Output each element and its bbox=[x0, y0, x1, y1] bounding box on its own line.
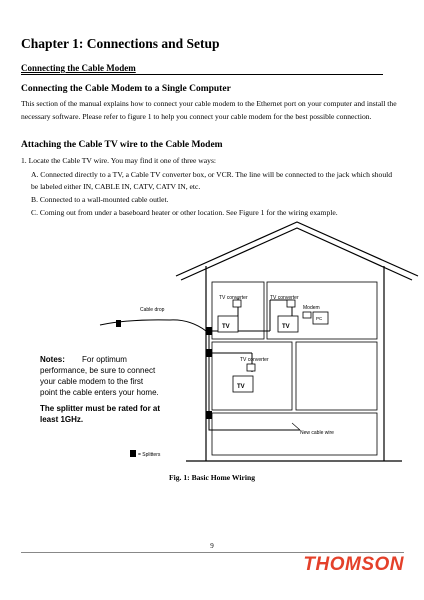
pc-label: PC bbox=[316, 316, 323, 321]
notes-line-3: your cable modem to the first bbox=[40, 377, 144, 386]
tv-label-3: TV bbox=[237, 384, 245, 390]
splitter-icon bbox=[206, 411, 212, 419]
figure-caption: Fig. 1: Basic Home Wiring bbox=[169, 473, 255, 482]
sub-step-a: A. Connected directly to a TV, a Cable TV converter box, or VCR. The line will be connected to the jack which should be labeled either IN, CABLE IN, CATV, CATV IN, etc. bbox=[31, 170, 393, 191]
subheading-attaching-wire: Attaching the Cable TV wire to the Cable Modem bbox=[21, 140, 223, 150]
footer-rule bbox=[21, 552, 404, 553]
notes-line-4: point the cable enters your home. bbox=[40, 388, 159, 397]
converter-3 bbox=[247, 364, 255, 371]
notes-heading: Notes: bbox=[40, 355, 65, 364]
tv-label-2: TV bbox=[282, 324, 290, 330]
thomson-logo: THOMSON bbox=[303, 554, 404, 575]
splitter-icon bbox=[116, 320, 121, 327]
converter-2 bbox=[287, 300, 295, 307]
rooms bbox=[212, 282, 377, 455]
modem-box bbox=[303, 312, 311, 318]
modem-label: Modem bbox=[303, 305, 320, 311]
splitter-note-line-2: least 1GHz. bbox=[40, 415, 84, 424]
subheading-single-computer: Connecting the Cable Modem to a Single Computer bbox=[21, 84, 231, 94]
step-1: 1. Locate the Cable TV wire. You may find it one of three ways: bbox=[21, 156, 217, 165]
new-wire-pointer bbox=[292, 423, 300, 430]
legend-splitter-icon bbox=[130, 450, 136, 457]
tv-label-1: TV bbox=[222, 324, 230, 330]
notes-block bbox=[40, 355, 160, 424]
notes-line-2: performance, be sure to connect bbox=[40, 366, 156, 375]
tv-converter-label-2: TV converter bbox=[270, 295, 299, 301]
splitter-icon bbox=[206, 327, 212, 335]
new-cable-wire-label: New cable wire bbox=[300, 430, 334, 436]
tv-converter-label-3: TV converter bbox=[240, 357, 269, 363]
notes-line-1: For optimum bbox=[82, 355, 127, 364]
sub-step-c: C. Coming out from under a baseboard heater or other location. See Figure 1 for the wiring example. bbox=[31, 208, 338, 217]
page-number: 9 bbox=[210, 542, 214, 550]
converter-1 bbox=[233, 300, 241, 307]
device-boxes bbox=[218, 300, 328, 392]
intro-paragraph: This section of the manual explains how to connect your cable modem to the Ethernet port on your computer and install the necessary software. Please refer to figure 1 to help you connect your cable modem for the best possible connection. bbox=[21, 99, 397, 121]
sub-step-b: B. Connected to a wall-mounted cable outlet. bbox=[31, 195, 169, 204]
splitter-icon bbox=[206, 349, 212, 357]
cable-drop-label: Cable drop bbox=[140, 307, 165, 313]
splitter-note-line-1: The splitter must be rated for at bbox=[40, 404, 161, 413]
tv-converter-label-1: TV converter bbox=[219, 295, 248, 301]
legend-label: = Splitters bbox=[138, 452, 161, 458]
section-heading: Connecting the Cable Modem bbox=[21, 63, 136, 73]
chapter-title: Chapter 1: Connections and Setup bbox=[21, 36, 220, 51]
